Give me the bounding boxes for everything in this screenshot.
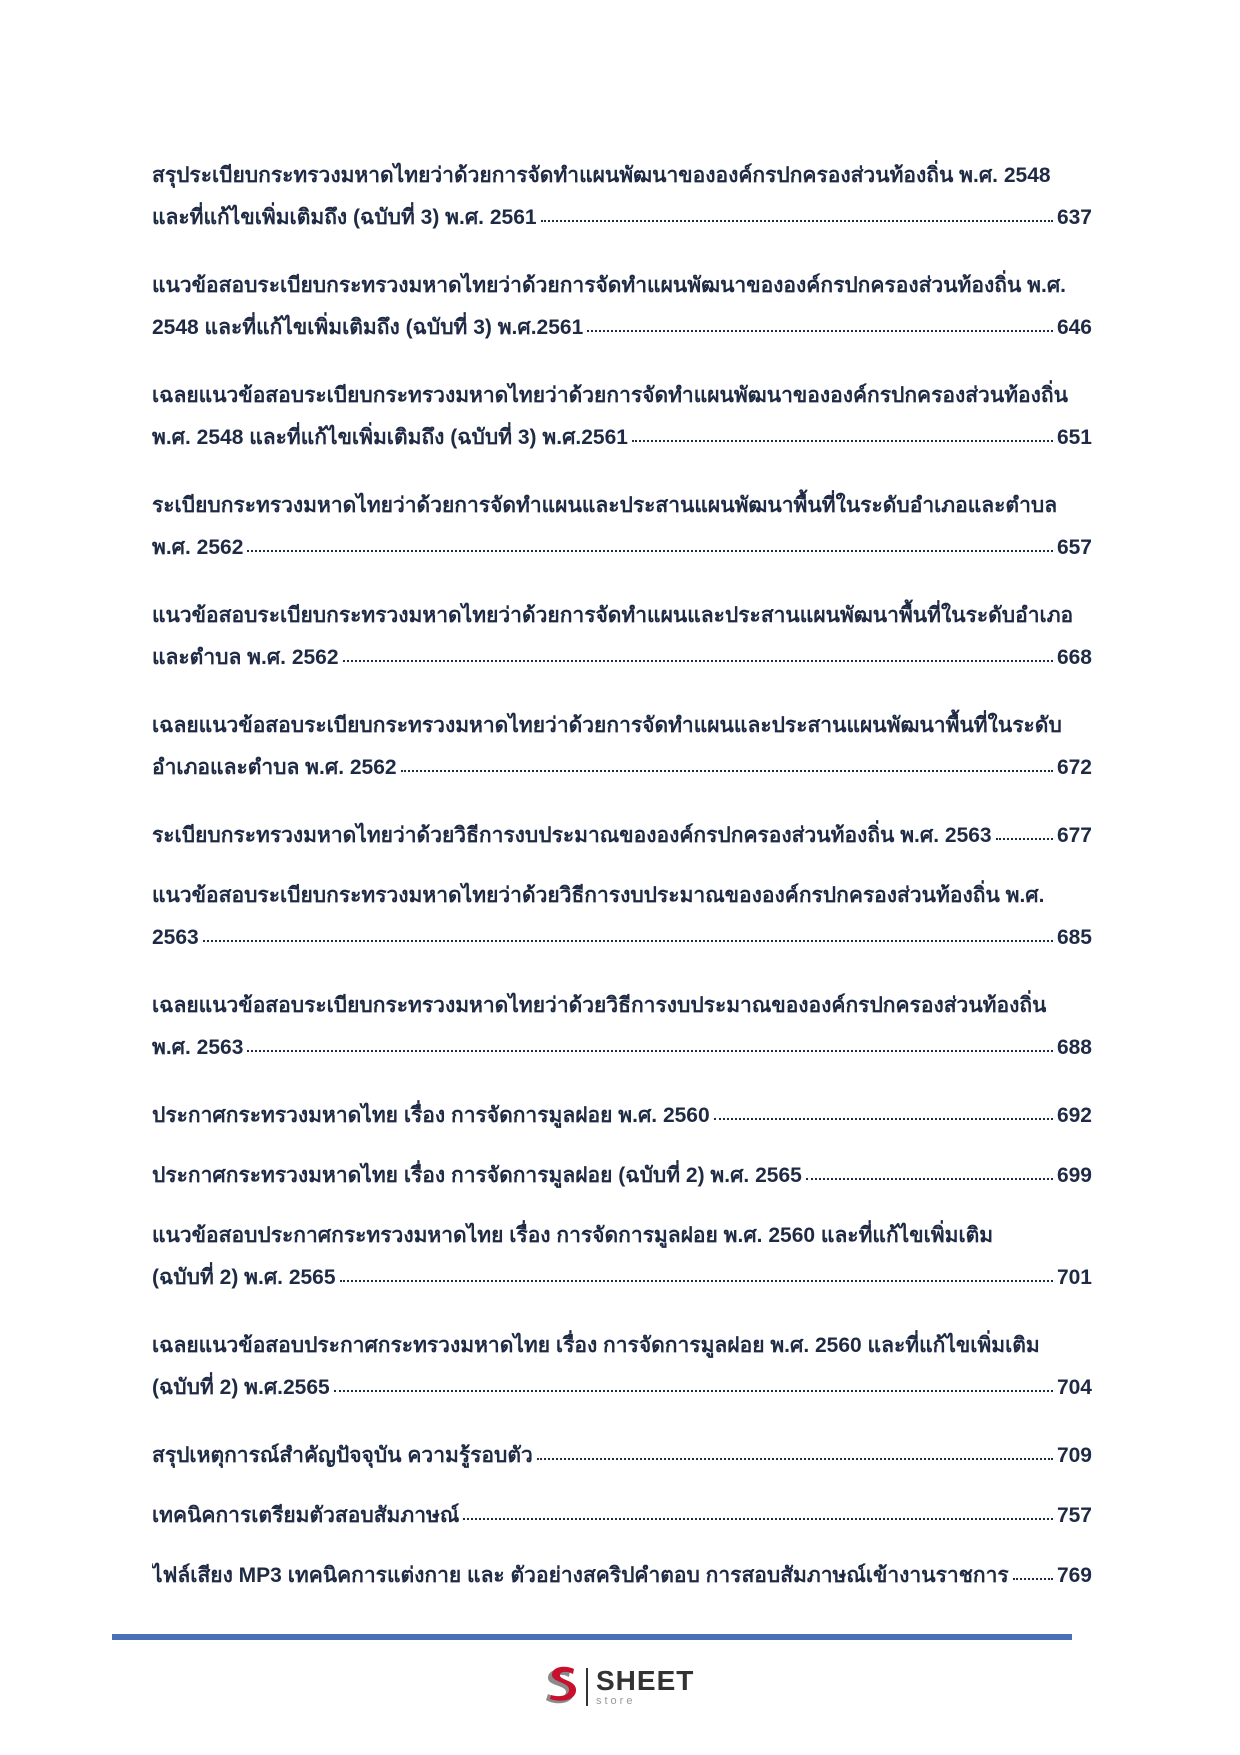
sheet-store-logo xyxy=(540,1662,694,1712)
toc-entry-title-line: สรุประเบียบกระทรวงมหาดไทยว่าด้วยการจัดทำแผนพัฒนาขององค์กรปกครองส่วนท้องถิ่น พ.ศ. 2548 xyxy=(152,164,1051,187)
toc-entry-title-line: แนวข้อสอบระเบียบกระทรวงมหาดไทยว่าด้วยการจัดทำแผนพัฒนาขององค์กรปกครองส่วนท้องถิ่น พ.ศ. xyxy=(152,274,1067,297)
toc-leader-dots xyxy=(203,923,1053,944)
toc-page-number: 646 xyxy=(1056,316,1092,339)
toc-entry-title-line: 2548 และที่แก้ไขเพิ่มเติมถึง (ฉบับที่ 3) พ.ศ.2561 xyxy=(152,316,584,339)
toc-entry-title-line: ไฟล์เสียง MP3 เทคนิคการแต่งกาย และ ตัวอย่างสคริปคำตอบ การสอบสัมภาษณ์เข้างานราชการ xyxy=(152,1564,1009,1587)
toc-entry[interactable] xyxy=(152,985,1092,1069)
toc-entry[interactable] xyxy=(152,1095,1092,1137)
toc-entry-title-line: แนวข้อสอบระเบียบกระทรวงมหาดไทยว่าด้วยวิธีการงบประมาณขององค์กรปกครองส่วนท้องถิ่น พ.ศ. xyxy=(152,884,1045,907)
toc-entry-title-line: พ.ศ. 2563 xyxy=(152,1036,244,1059)
toc-page-number: 651 xyxy=(1056,426,1092,449)
toc-entry-title-line: 2563 xyxy=(152,926,199,949)
toc-page-number: 757 xyxy=(1056,1504,1092,1527)
toc-leader-dots xyxy=(541,203,1053,224)
toc-page-number: 657 xyxy=(1056,536,1092,559)
toc-entry[interactable] xyxy=(152,875,1092,959)
toc-entry[interactable] xyxy=(152,595,1092,679)
toc-entry-title-line: และที่แก้ไขเพิ่มเติมถึง (ฉบับที่ 3) พ.ศ. 2561 xyxy=(152,206,537,229)
toc-entry-title-line: เฉลยแนวข้อสอบระเบียบกระทรวงมหาดไทยว่าด้วยการจัดทำแผนพัฒนาขององค์กรปกครองส่วนท้องถิ่น xyxy=(152,384,1068,407)
toc-leader-dots xyxy=(996,821,1053,842)
toc-page-number: 709 xyxy=(1056,1444,1092,1467)
toc-leader-dots xyxy=(401,753,1053,774)
toc-entry-title-line: สรุปเหตุการณ์สำคัญปัจจุบัน ความรู้รอบตัว xyxy=(152,1444,533,1467)
toc-leader-dots xyxy=(632,423,1053,444)
toc-entry-title-line: เทคนิคการเตรียมตัวสอบสัมภาษณ์ xyxy=(152,1504,460,1527)
toc-entry[interactable] xyxy=(152,375,1092,459)
toc-entry[interactable] xyxy=(152,705,1092,789)
toc-entry[interactable] xyxy=(152,1495,1092,1537)
toc-page-number: 692 xyxy=(1056,1104,1092,1127)
logo-separator xyxy=(586,1668,588,1706)
toc-entry[interactable] xyxy=(152,485,1092,569)
sheet-store-logo-icon xyxy=(540,1665,580,1709)
toc-entry-title-line: และตำบล พ.ศ. 2562 xyxy=(152,646,339,669)
logo-text-store: store xyxy=(596,1695,636,1707)
toc-entry-title-line: ระเบียบกระทรวงมหาดไทยว่าด้วยการจัดทำแผนและประสานแผนพัฒนาพื้นที่ในระดับอำเภอและตำบล xyxy=(152,494,1058,517)
toc-page-number: 668 xyxy=(1056,646,1092,669)
toc-leader-dots xyxy=(247,1033,1053,1054)
toc-page-number: 677 xyxy=(1056,824,1092,847)
toc-entry-title-line: พ.ศ. 2548 และที่แก้ไขเพิ่มเติมถึง (ฉบับที่ 3) พ.ศ.2561 xyxy=(152,426,628,449)
toc-leader-dots xyxy=(343,643,1053,664)
toc-entry-title-line: อำเภอและตำบล พ.ศ. 2562 xyxy=(152,756,397,779)
toc-entry[interactable] xyxy=(152,155,1092,239)
toc-entry[interactable] xyxy=(152,265,1092,349)
toc-entry[interactable] xyxy=(152,1155,1092,1197)
toc-entry[interactable] xyxy=(152,1325,1092,1409)
toc-page-number: 699 xyxy=(1056,1164,1092,1187)
toc-page-number: 637 xyxy=(1056,206,1092,229)
toc-entry[interactable] xyxy=(152,815,1092,857)
toc-leader-dots xyxy=(340,1263,1053,1284)
toc-entry-title-line: ระเบียบกระทรวงมหาดไทยว่าด้วยวิธีการงบประมาณขององค์กรปกครองส่วนท้องถิ่น พ.ศ. 2563 xyxy=(152,824,992,847)
toc-page-number: 688 xyxy=(1056,1036,1092,1059)
toc-page-number: 704 xyxy=(1056,1376,1092,1399)
toc-leader-dots xyxy=(714,1101,1053,1122)
footer-rule xyxy=(112,1634,1072,1640)
toc-entry-title-line: ประกาศกระทรวงมหาดไทย เรื่อง การจัดการมูลฝอย (ฉบับที่ 2) พ.ศ. 2565 xyxy=(152,1164,802,1187)
logo-text-sheet: SHEET xyxy=(596,1665,695,1696)
toc-entry-title-line: เฉลยแนวข้อสอบระเบียบกระทรวงมหาดไทยว่าด้วยการจัดทำแผนและประสานแผนพัฒนาพื้นที่ในระดับ xyxy=(152,714,1062,737)
toc-entry-title-line: เฉลยแนวข้อสอบระเบียบกระทรวงมหาดไทยว่าด้วยวิธีการงบประมาณขององค์กรปกครองส่วนท้องถิ่น xyxy=(152,994,1047,1017)
toc-entry[interactable] xyxy=(152,1215,1092,1299)
toc-page-number: 701 xyxy=(1056,1266,1092,1289)
toc-leader-dots xyxy=(334,1373,1053,1394)
toc-entry[interactable] xyxy=(152,1435,1092,1477)
toc-entry-title-line: (ฉบับที่ 2) พ.ศ. 2565 xyxy=(152,1266,336,1289)
toc-leader-dots xyxy=(463,1501,1053,1522)
toc-leader-dots xyxy=(1013,1561,1053,1582)
toc-entry-title-line: พ.ศ. 2562 xyxy=(152,536,244,559)
toc-entry-title-line: ประกาศกระทรวงมหาดไทย เรื่อง การจัดการมูลฝอย พ.ศ. 2560 xyxy=(152,1104,710,1127)
toc-entry-title-line: แนวข้อสอบระเบียบกระทรวงมหาดไทยว่าด้วยการจัดทำแผนและประสานแผนพัฒนาพื้นที่ในระดับอำเภอ xyxy=(152,604,1074,627)
toc-page-number: 672 xyxy=(1056,756,1092,779)
toc-leader-dots xyxy=(587,313,1053,334)
toc-entry-title-line: แนวข้อสอบประกาศกระทรวงมหาดไทย เรื่อง การจัดการมูลฝอย พ.ศ. 2560 และที่แก้ไขเพิ่มเติม xyxy=(152,1224,994,1247)
toc-entry-title-line: (ฉบับที่ 2) พ.ศ.2565 xyxy=(152,1376,330,1399)
toc-entry-title-line: เฉลยแนวข้อสอบประกาศกระทรวงมหาดไทย เรื่อง การจัดการมูลฝอย พ.ศ. 2560 และที่แก้ไขเพิ่มเติม xyxy=(152,1334,1040,1357)
toc-leader-dots xyxy=(247,533,1053,554)
toc-entry[interactable] xyxy=(152,1555,1092,1597)
toc-leader-dots xyxy=(537,1441,1053,1462)
toc-page-number: 769 xyxy=(1056,1564,1092,1587)
table-of-contents xyxy=(152,155,1092,1615)
toc-page-number: 685 xyxy=(1056,926,1092,949)
toc-leader-dots xyxy=(806,1161,1053,1182)
